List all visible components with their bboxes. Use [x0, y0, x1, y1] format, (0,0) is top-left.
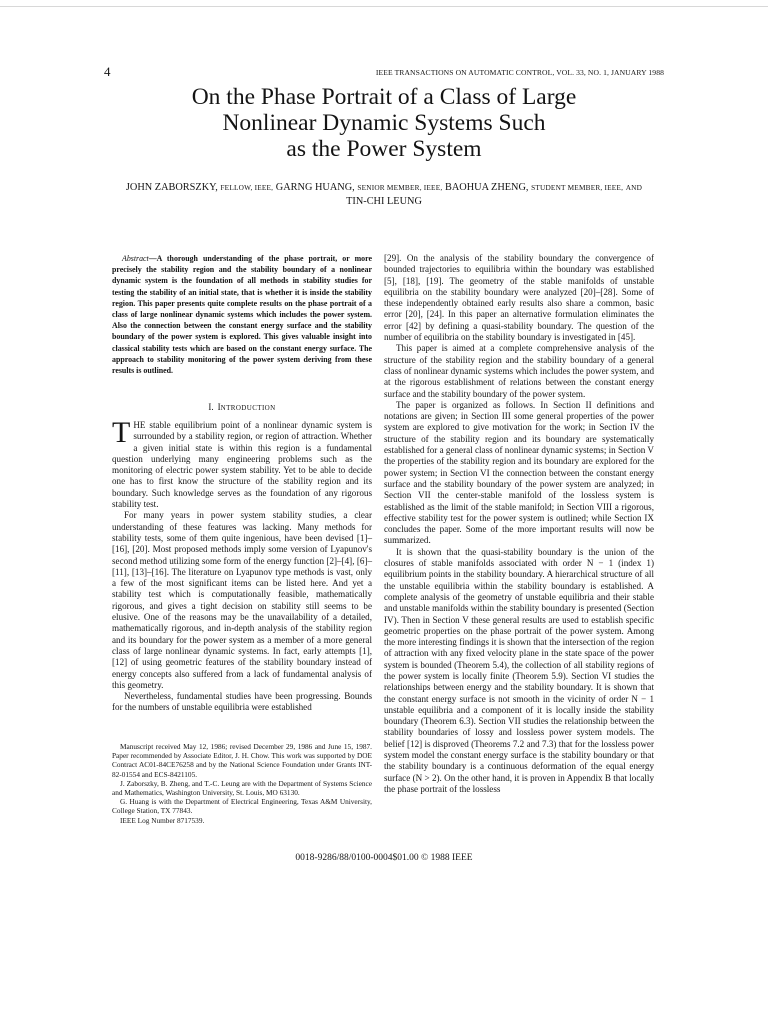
author-conjunction: AND	[625, 183, 643, 192]
author-grade: SENIOR MEMBER, IEEE,	[357, 183, 443, 192]
author-grade: STUDENT MEMBER, IEEE,	[531, 183, 624, 192]
author-grade: FELLOW, IEEE,	[220, 183, 274, 192]
paragraph: This paper is aimed at a complete comprehensive analysis of the structure of the stability region and the stability boundary of a general class of nonlinear dynamic systems which includes the power system, and at the rigorous establishment of relations between the constant energy surface and the stability boundary of the power system.	[384, 343, 654, 399]
paragraph	[112, 416, 372, 510]
paragraph: Nevertheless, fundamental studies have been progressing. Bounds for the numbers of unstable equilibria were established	[112, 691, 372, 713]
top-rule	[0, 6, 768, 7]
footnote-paragraph: Manuscript received May 12, 1986; revised December 29, 1986 and June 15, 1987. Paper recommended by Associate Editor, J. H. Chow. This work was supported by DOE Contract AC01-84CE76258 and by the National Science Foundation under Grants INT-82-01554 and ECS-8421105.	[112, 742, 372, 779]
footnote	[112, 742, 372, 825]
author-name: GARNG HUANG,	[275, 182, 355, 193]
footnote-paragraph: G. Huang is with the Department of Electrical Engineering, Texas A&M University, College Station, TX 77843.	[112, 797, 372, 816]
paragraph: [29]. On the analysis of the stability boundary the convergence of bounded trajectories to equilibria within the boundary was established [5], [18], [19]. The geometry of the stable manifolds of unstable equilibria on the stability boundary were analyzed [20]–[28]. Some of these independently obtained early results also share a common, basic error [20], [24]. In this paper an alternative formulation eliminates the error [42] by defining a quasi-stability boundary. The question of the number of equilibria on the stability boundary is investigated in [45].	[384, 253, 654, 343]
footnote-paragraph: IEEE Log Number 8717539.	[120, 815, 205, 825]
abstract-label: Abstract	[122, 254, 149, 263]
page-number: 4	[104, 64, 111, 79]
paragraph: It is shown that the quasi-stability boundary is the union of the closures of stable manifolds associated with order N − 1 (index 1) equilibrium points in the stability boundary. A hierarchical structure of all the unstable equilibria within the stability boundary is established. A complete analysis of the geometry of unstable equilibria and their stable and unstable manifolds within the stability boundary is presented (Section IV). Then in Section V these general results are used to establish specific geometric properties on the phase portrait of the power system. Among the more interesting findings it is shown that the intersection of the region of attraction with any fixed velocity plane in the state space of the power system is bounded (Theorem 5.4), the collection of all stability regions of the power system is locally finite (Theorem 5.9). Section VI studies the relationships between energy and the stability boundary. It is shown that the constant energy surface is not smooth in the vicinity of order N − 1 unstable equilibria and a component of it is locally inside the stability boundary (Theorem 6.3). Section VII studies the relationship between the stability boundaries of lossy and lossless power system models. The belief [12] is disproved (Theorems 7.2 and 7.3) that for the lossless power system model the constant energy surface is the stability boundary or that the stability boundary is a continuous deformation of the equal energy surface (N > 2). On the other hand, it is proven in Appendix B that locally the phase portrait of the lossless	[384, 546, 654, 794]
title-line-1: On the Phase Portrait of a Class of Large	[191, 84, 577, 110]
section-title-initial: I	[217, 402, 221, 412]
paragraph-text: HE stable equilibrium point of a nonlinear dynamic system is surrounded by a stability region, or region of attraction. Whether a given initial state is within this region is a fundamental question underlying many engineering problems such as the monitoring of electric power system stability. Yet to be able to decide one has to first know the structure of the stability region and its boundary. Such knowledge serves as the foundation of any rigorous stability test.	[112, 420, 372, 510]
section-number: I.	[208, 402, 214, 412]
abstract	[112, 253, 372, 376]
author-list	[112, 181, 656, 209]
running-head: IEEE TRANSACTIONS ON AUTOMATIC CONTROL, VOL. 33, NO. 1, JANUARY 1988	[375, 68, 664, 77]
author-name: BAOHUA ZHENG,	[444, 182, 529, 193]
section-heading	[112, 402, 372, 412]
paper-title	[100, 84, 668, 162]
title-line-3: as the Power System	[286, 136, 482, 162]
section-title-rest: NTRODUCTION	[220, 404, 276, 412]
footnote-paragraph: J. Zaborszky, B. Zheng, and T.-C. Leung are with the Department of Systems Science and Mathematics, Washington University, St. Louis, MO 63130.	[112, 778, 372, 798]
paragraph: For many years in power system stability studies, a clear understanding of these features was lacking. Many methods for stability tests, some of them quite ingenious, have been devised [1]–[16], [20]. Most proposed methods imply some version of Lyapunov's second method utilizing some form of the energy function [2]–[4], [6]–[11], [13]–[16]. The literature on Lyapunov type methods is vast, only a few of the most significant items can be listed here. And yet a stability test which is computationally feasible, mathematically rigorous, and gives a tight decision on stability still seems to be elusive. One of the reasons may be the unavailability of a detailed, mathematically rigorous, and in-depth analysis of the stability region and its boundary for the power system as a member of a more general class of large nonlinear dynamic systems. In fact, early attempts [1], [12] of using geometric features of the stability boundary instead of energy concepts also suffered from a lack of fundamental analysis of this geometry.	[112, 510, 372, 690]
right-column-body	[384, 253, 654, 795]
copyright-line: 0018-9286/88/0100-0004$01.00 © 1988 IEEE	[295, 853, 473, 863]
drop-cap: T	[112, 416, 131, 449]
introduction-body	[112, 416, 372, 714]
author-name: JOHN ZABORSZKY,	[125, 182, 218, 193]
title-line-2: Nonlinear Dynamic Systems Such	[222, 110, 546, 136]
paragraph: The paper is organized as follows. In Section II definitions and notations are given; in Section III some general properties of the power system are explored to give motivation for the work; in Section IV the structure of the stability region and its boundary are systematically established for a general class of nonlinear dynamic systems; in Section V the properties of the stability region and its boundary are explored for the power system; in Section VI the connection between the constant energy surface and the stability boundary of the power system are analyzed; in Section VII the center-stable manifold of the lossless system is established as the limit of the stable manifold; in Section VIII a rigorous, effective stability test for the power system is outlined; while Section IX concludes the paper. Some of the more important results will now be summarized.	[384, 399, 654, 546]
abstract-text: —A thorough understanding of the phase portrait, or more precisely the stability region and the stability boundary of a nonlinear dynamic system is the foundation of all methods in stability studies for testing the stability of an initial state, that is whether it is inside the stability region. This paper presents quite complete results on the phase portrait of a class of large nonlinear dynamic systems which includes the power system. Also the connection between the constant energy surface and the stability boundary of the power system is explored. This gives valuable insight into classical stability tests which are based on the constant energy surface. The approach to stability monitoring of the power system deriving from these results is outlined.	[112, 254, 372, 376]
author-name: TIN-CHI LEUNG	[346, 196, 422, 207]
